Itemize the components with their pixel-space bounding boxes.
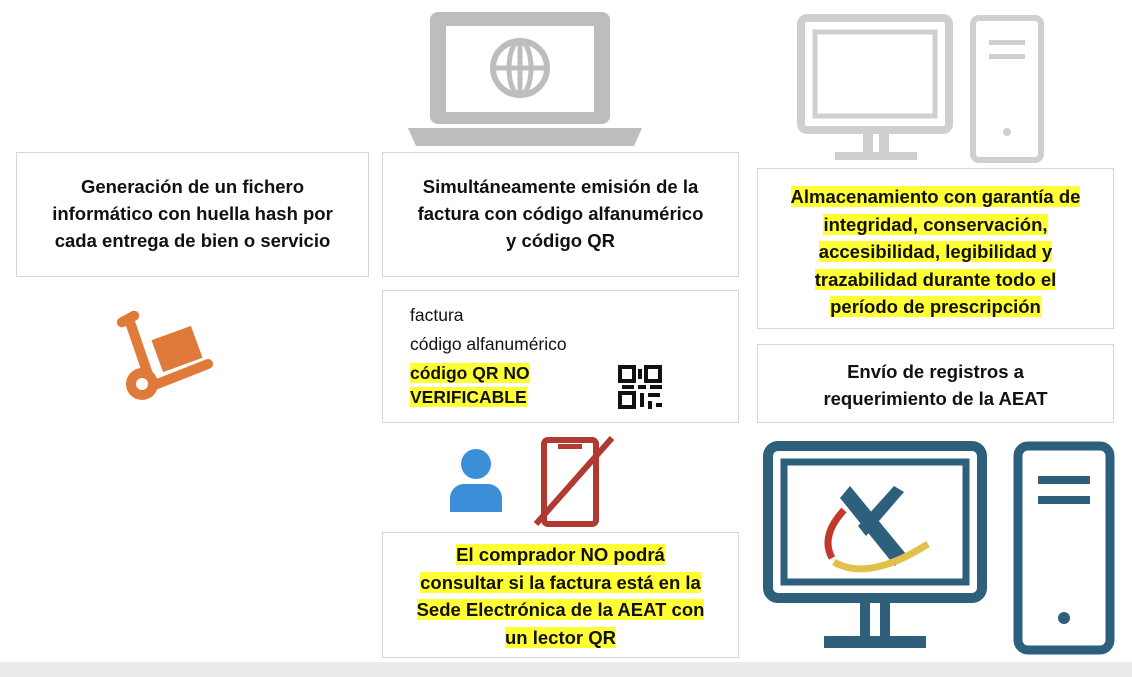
sending-line: Envío de registros a: [847, 361, 1024, 382]
bottom-bar: [0, 662, 1132, 677]
laptop-globe-icon: [400, 8, 650, 148]
invoice-box: [382, 290, 739, 423]
storage-line: integridad, conservación,: [823, 213, 1048, 235]
desktop-computer-icon: [795, 14, 1055, 164]
generation-box: [16, 152, 369, 277]
sending-line: requerimiento de la AEAT: [823, 388, 1048, 409]
qr-code-icon: [618, 365, 664, 411]
buyer-line: un lector QR: [504, 626, 616, 648]
generation-line: Generación de un fichero: [80, 176, 305, 197]
emission-line: Simultáneamente emisión de la: [422, 176, 699, 197]
emission-box: [382, 152, 739, 277]
phone-crossed-icon: [530, 436, 620, 528]
generation-line: informático con huella hash por: [52, 203, 333, 224]
storage-line: Almacenamiento con garantía de: [790, 186, 1081, 207]
buyer-line: consultar si la factura está en la: [420, 571, 701, 593]
emission-line: y código QR: [506, 230, 615, 251]
alphanumeric-code-label: código alfanumérico: [410, 334, 567, 354]
storage-box: [757, 168, 1114, 329]
storage-line: trazabilidad durante todo el: [814, 268, 1057, 290]
storage-line: accesibilidad, legibilidad y: [818, 241, 1053, 262]
hand-truck-icon: [112, 302, 217, 404]
generation-line: cada entrega de bien o servicio: [54, 230, 331, 251]
aeat-computer-icon: [762, 440, 1122, 662]
buyer-line: El comprador NO podrá: [456, 544, 665, 565]
storage-line: período de prescripción: [830, 296, 1041, 317]
buyer-box: [382, 532, 739, 658]
invoice-label: factura: [410, 305, 464, 325]
emission-line: factura con código alfanumérico: [417, 203, 704, 224]
sending-box: [757, 344, 1114, 423]
qr-not-verifiable-label: código QR NO VERIFICABLE: [410, 363, 530, 407]
buyer-line: Sede Electrónica de la AEAT con: [416, 599, 705, 620]
person-icon: [448, 448, 504, 512]
